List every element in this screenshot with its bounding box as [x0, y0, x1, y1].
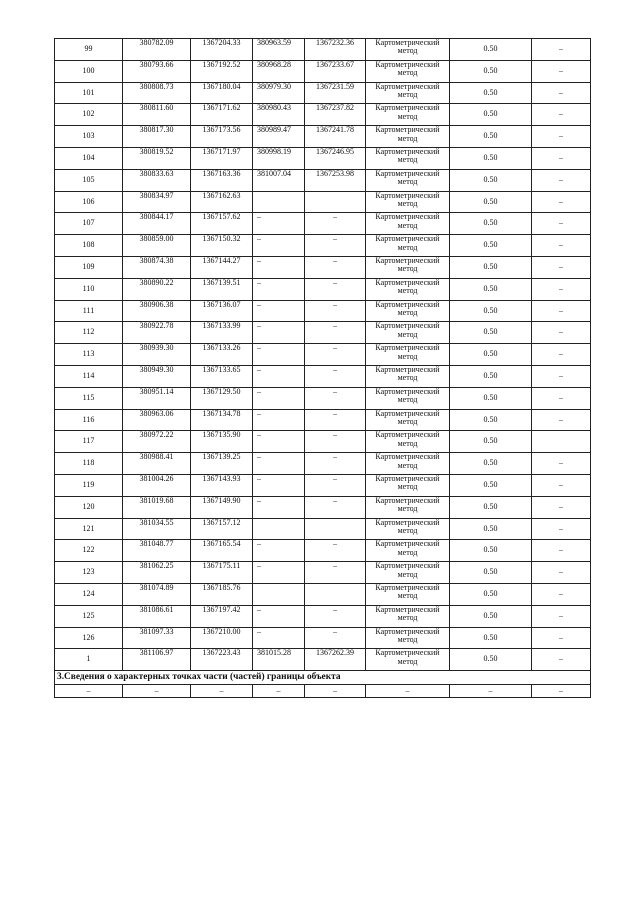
section-3-cell: –: [253, 685, 305, 698]
accuracy-cell: 0.50: [450, 583, 532, 605]
method-cell: Картометрический метод: [366, 191, 450, 213]
table-row: [55, 104, 591, 126]
method-cell: Картометрический метод: [366, 627, 450, 649]
x-existing-cell: 380834.97: [123, 191, 191, 213]
description-cell: –: [532, 256, 591, 278]
y-existing-cell: 1367144.27: [191, 256, 253, 278]
x-existing-cell: 380782.09: [123, 39, 191, 61]
method-cell: Картометрический метод: [366, 278, 450, 300]
x-existing-cell: 380963.06: [123, 409, 191, 431]
description-cell: –: [532, 474, 591, 496]
y-refined-cell: –: [305, 496, 366, 518]
y-existing-cell: 1367180.04: [191, 82, 253, 104]
y-existing-cell: 1367143.93: [191, 474, 253, 496]
table-row: [55, 562, 591, 584]
accuracy-cell: 0.50: [450, 409, 532, 431]
point-number-cell: 113: [55, 344, 123, 366]
point-number-cell: 121: [55, 518, 123, 540]
y-refined-cell: 1367232.36: [305, 39, 366, 61]
y-existing-cell: 1367171.97: [191, 147, 253, 169]
table-row: [55, 126, 591, 148]
table-row: [55, 583, 591, 605]
accuracy-cell: 0.50: [450, 431, 532, 453]
x-refined-cell: [253, 191, 305, 213]
accuracy-cell: 0.50: [450, 169, 532, 191]
y-existing-cell: 1367204.33: [191, 39, 253, 61]
y-refined-cell: –: [305, 344, 366, 366]
description-cell: –: [532, 387, 591, 409]
x-refined-cell: –: [253, 409, 305, 431]
section-3-cell: –: [123, 685, 191, 698]
description-cell: –: [532, 300, 591, 322]
table-row: [55, 235, 591, 257]
x-refined-cell: –: [253, 496, 305, 518]
x-existing-cell: 380949.30: [123, 365, 191, 387]
y-refined-cell: 1367246.95: [305, 147, 366, 169]
x-refined-cell: –: [253, 453, 305, 475]
x-refined-cell: –: [253, 474, 305, 496]
x-refined-cell: –: [253, 365, 305, 387]
table-row: [55, 147, 591, 169]
method-cell: Картометрический метод: [366, 649, 450, 671]
description-cell: –: [532, 562, 591, 584]
x-refined-cell: –: [253, 213, 305, 235]
description-cell: –: [532, 344, 591, 366]
y-refined-cell: –: [305, 453, 366, 475]
table-row: [55, 387, 591, 409]
y-existing-cell: 1367150.32: [191, 235, 253, 257]
y-refined-cell: –: [305, 474, 366, 496]
description-cell: –: [532, 453, 591, 475]
table-row: [55, 365, 591, 387]
table-row: [55, 60, 591, 82]
x-existing-cell: 380859.00: [123, 235, 191, 257]
point-number-cell: 106: [55, 191, 123, 213]
x-existing-cell: 380874.38: [123, 256, 191, 278]
y-refined-cell: –: [305, 605, 366, 627]
description-cell: –: [532, 126, 591, 148]
table-row: [55, 344, 591, 366]
y-refined-cell: –: [305, 300, 366, 322]
table-row: [55, 39, 591, 61]
point-number-cell: 107: [55, 213, 123, 235]
method-cell: Картометрический метод: [366, 409, 450, 431]
method-cell: Картометрический метод: [366, 104, 450, 126]
x-refined-cell: 380963.59: [253, 39, 305, 61]
method-cell: Картометрический метод: [366, 213, 450, 235]
point-number-cell: 118: [55, 453, 123, 475]
y-refined-cell: –: [305, 540, 366, 562]
y-existing-cell: 1367139.51: [191, 278, 253, 300]
y-refined-cell: –: [305, 256, 366, 278]
table-row: [55, 322, 591, 344]
point-number-cell: 123: [55, 562, 123, 584]
method-cell: Картометрический метод: [366, 605, 450, 627]
method-cell: Картометрический метод: [366, 496, 450, 518]
x-existing-cell: 381086.61: [123, 605, 191, 627]
section-3-cell: –: [191, 685, 253, 698]
point-number-cell: 111: [55, 300, 123, 322]
section-3-cell: –: [366, 685, 450, 698]
x-refined-cell: –: [253, 322, 305, 344]
x-existing-cell: 380972.22: [123, 431, 191, 453]
boundary-points-table: [54, 38, 591, 698]
x-refined-cell: [253, 583, 305, 605]
accuracy-cell: 0.50: [450, 344, 532, 366]
method-cell: Картометрический метод: [366, 365, 450, 387]
y-existing-cell: 1367136.07: [191, 300, 253, 322]
x-existing-cell: 380951.14: [123, 387, 191, 409]
point-number-cell: 112: [55, 322, 123, 344]
method-cell: Картометрический метод: [366, 583, 450, 605]
y-refined-cell: –: [305, 387, 366, 409]
accuracy-cell: 0.50: [450, 60, 532, 82]
x-existing-cell: 380819.52: [123, 147, 191, 169]
table-row: [55, 605, 591, 627]
description-cell: –: [532, 322, 591, 344]
method-cell: Картометрический метод: [366, 387, 450, 409]
method-cell: Картометрический метод: [366, 562, 450, 584]
point-number-cell: 101: [55, 82, 123, 104]
method-cell: Картометрический метод: [366, 235, 450, 257]
table-row: [55, 256, 591, 278]
x-refined-cell: –: [253, 431, 305, 453]
y-existing-cell: 1367135.90: [191, 431, 253, 453]
description-cell: –: [532, 605, 591, 627]
x-existing-cell: 381048.77: [123, 540, 191, 562]
point-number-cell: 119: [55, 474, 123, 496]
table-row: [55, 540, 591, 562]
point-number-cell: 115: [55, 387, 123, 409]
accuracy-cell: 0.50: [450, 387, 532, 409]
point-number-cell: 104: [55, 147, 123, 169]
description-cell: –: [532, 39, 591, 61]
method-cell: Картометрический метод: [366, 474, 450, 496]
method-cell: Картометрический метод: [366, 126, 450, 148]
point-number-cell: 116: [55, 409, 123, 431]
y-existing-cell: 1367165.54: [191, 540, 253, 562]
accuracy-cell: 0.50: [450, 213, 532, 235]
method-cell: Картометрический метод: [366, 300, 450, 322]
point-number-cell: 99: [55, 39, 123, 61]
y-refined-cell: 1367253.98: [305, 169, 366, 191]
accuracy-cell: 0.50: [450, 518, 532, 540]
y-refined-cell: –: [305, 627, 366, 649]
x-existing-cell: 381062.25: [123, 562, 191, 584]
y-existing-cell: 1367133.26: [191, 344, 253, 366]
method-cell: Картометрический метод: [366, 431, 450, 453]
x-existing-cell: 380906.38: [123, 300, 191, 322]
y-refined-cell: [305, 583, 366, 605]
x-refined-cell: 380979.30: [253, 82, 305, 104]
y-existing-cell: 1367134.78: [191, 409, 253, 431]
accuracy-cell: 0.50: [450, 649, 532, 671]
y-existing-cell: 1367149.90: [191, 496, 253, 518]
y-existing-cell: 1367192.52: [191, 60, 253, 82]
y-refined-cell: –: [305, 562, 366, 584]
x-existing-cell: 380939.30: [123, 344, 191, 366]
accuracy-cell: 0.50: [450, 365, 532, 387]
accuracy-cell: 0.50: [450, 322, 532, 344]
x-existing-cell: 380890.22: [123, 278, 191, 300]
table-row: [55, 191, 591, 213]
x-existing-cell: 380844.17: [123, 213, 191, 235]
y-refined-cell: –: [305, 235, 366, 257]
x-existing-cell: 380808.73: [123, 82, 191, 104]
y-existing-cell: 1367157.62: [191, 213, 253, 235]
table-row: [55, 409, 591, 431]
point-number-cell: 117: [55, 431, 123, 453]
x-refined-cell: –: [253, 387, 305, 409]
y-existing-cell: 1367185.76: [191, 583, 253, 605]
point-number-cell: 126: [55, 627, 123, 649]
method-cell: Картометрический метод: [366, 453, 450, 475]
y-refined-cell: –: [305, 431, 366, 453]
table-row: [55, 474, 591, 496]
accuracy-cell: 0.50: [450, 82, 532, 104]
table-row: [55, 82, 591, 104]
y-existing-cell: 1367133.99: [191, 322, 253, 344]
y-existing-cell: 1367171.62: [191, 104, 253, 126]
y-existing-cell: 1367139.25: [191, 453, 253, 475]
description-cell: –: [532, 278, 591, 300]
x-refined-cell: –: [253, 627, 305, 649]
y-existing-cell: 1367175.11: [191, 562, 253, 584]
accuracy-cell: 0.50: [450, 562, 532, 584]
x-refined-cell: –: [253, 562, 305, 584]
section-3-cell: –: [305, 685, 366, 698]
point-number-cell: 120: [55, 496, 123, 518]
point-number-cell: 105: [55, 169, 123, 191]
y-existing-cell: 1367129.50: [191, 387, 253, 409]
x-refined-cell: 381015.28: [253, 649, 305, 671]
point-number-cell: 125: [55, 605, 123, 627]
method-cell: Картометрический метод: [366, 60, 450, 82]
description-cell: –: [532, 147, 591, 169]
description-cell: –: [532, 169, 591, 191]
x-existing-cell: 381097.33: [123, 627, 191, 649]
y-refined-cell: –: [305, 409, 366, 431]
x-existing-cell: 380793.66: [123, 60, 191, 82]
y-existing-cell: 1367157.12: [191, 518, 253, 540]
accuracy-cell: 0.50: [450, 147, 532, 169]
accuracy-cell: 0.50: [450, 235, 532, 257]
description-cell: –: [532, 60, 591, 82]
y-existing-cell: 1367197.42: [191, 605, 253, 627]
description-cell: –: [532, 496, 591, 518]
x-refined-cell: 380968.28: [253, 60, 305, 82]
x-refined-cell: 380998.19: [253, 147, 305, 169]
y-refined-cell: [305, 191, 366, 213]
accuracy-cell: 0.50: [450, 540, 532, 562]
y-existing-cell: 1367162.63: [191, 191, 253, 213]
point-number-cell: 100: [55, 60, 123, 82]
accuracy-cell: 0.50: [450, 453, 532, 475]
table-row: [55, 213, 591, 235]
x-existing-cell: 381034.55: [123, 518, 191, 540]
table-row: [55, 453, 591, 475]
section-3-empty-row: [55, 685, 591, 698]
accuracy-cell: 0.50: [450, 126, 532, 148]
table-row: [55, 518, 591, 540]
method-cell: Картометрический метод: [366, 82, 450, 104]
description-cell: –: [532, 649, 591, 671]
section-3-heading-row: [55, 671, 591, 685]
accuracy-cell: 0.50: [450, 256, 532, 278]
y-refined-cell: [305, 518, 366, 540]
x-refined-cell: 380980.43: [253, 104, 305, 126]
x-existing-cell: 381106.97: [123, 649, 191, 671]
section-3-cell: –: [532, 685, 591, 698]
x-existing-cell: 381074.89: [123, 583, 191, 605]
x-refined-cell: –: [253, 540, 305, 562]
x-refined-cell: –: [253, 300, 305, 322]
description-cell: –: [532, 540, 591, 562]
table-row: [55, 431, 591, 453]
document-page: [54, 38, 590, 698]
x-existing-cell: 380817.30: [123, 126, 191, 148]
x-existing-cell: 380833.63: [123, 169, 191, 191]
table-row: [55, 278, 591, 300]
x-refined-cell: [253, 518, 305, 540]
point-number-cell: 103: [55, 126, 123, 148]
accuracy-cell: 0.50: [450, 605, 532, 627]
y-refined-cell: 1367262.39: [305, 649, 366, 671]
description-cell: –: [532, 235, 591, 257]
x-refined-cell: –: [253, 235, 305, 257]
description-cell: [532, 431, 591, 453]
accuracy-cell: 0.50: [450, 104, 532, 126]
table-body: [55, 39, 591, 671]
x-refined-cell: –: [253, 605, 305, 627]
point-number-cell: 102: [55, 104, 123, 126]
method-cell: Картометрический метод: [366, 147, 450, 169]
y-existing-cell: 1367173.56: [191, 126, 253, 148]
y-refined-cell: 1367237.82: [305, 104, 366, 126]
table-row: [55, 169, 591, 191]
accuracy-cell: 0.50: [450, 278, 532, 300]
y-refined-cell: 1367231.59: [305, 82, 366, 104]
table-row: [55, 649, 591, 671]
description-cell: –: [532, 213, 591, 235]
point-number-cell: 124: [55, 583, 123, 605]
x-existing-cell: 380922.78: [123, 322, 191, 344]
accuracy-cell: 0.50: [450, 627, 532, 649]
y-refined-cell: 1367233.67: [305, 60, 366, 82]
description-cell: –: [532, 518, 591, 540]
point-number-cell: 108: [55, 235, 123, 257]
y-refined-cell: –: [305, 278, 366, 300]
method-cell: Картометрический метод: [366, 344, 450, 366]
y-refined-cell: 1367241.78: [305, 126, 366, 148]
method-cell: Картометрический метод: [366, 518, 450, 540]
method-cell: Картометрический метод: [366, 322, 450, 344]
y-existing-cell: 1367163.36: [191, 169, 253, 191]
section-3-cell: –: [450, 685, 532, 698]
y-refined-cell: –: [305, 213, 366, 235]
description-cell: –: [532, 191, 591, 213]
point-number-cell: 1: [55, 649, 123, 671]
description-cell: –: [532, 583, 591, 605]
accuracy-cell: 0.50: [450, 300, 532, 322]
table-row: [55, 496, 591, 518]
x-existing-cell: 381004.26: [123, 474, 191, 496]
point-number-cell: 122: [55, 540, 123, 562]
description-cell: –: [532, 365, 591, 387]
method-cell: Картометрический метод: [366, 169, 450, 191]
description-cell: –: [532, 104, 591, 126]
table-row: [55, 627, 591, 649]
description-cell: –: [532, 82, 591, 104]
description-cell: –: [532, 627, 591, 649]
point-number-cell: 110: [55, 278, 123, 300]
y-refined-cell: –: [305, 322, 366, 344]
point-number-cell: 109: [55, 256, 123, 278]
y-existing-cell: 1367133.65: [191, 365, 253, 387]
accuracy-cell: 0.50: [450, 191, 532, 213]
x-existing-cell: 381019.68: [123, 496, 191, 518]
y-refined-cell: –: [305, 365, 366, 387]
accuracy-cell: 0.50: [450, 39, 532, 61]
accuracy-cell: 0.50: [450, 474, 532, 496]
method-cell: Картометрический метод: [366, 540, 450, 562]
x-existing-cell: 380811.60: [123, 104, 191, 126]
section-3-title: 3.Сведения о характерных точках части (частей) границы объекта: [55, 671, 591, 685]
section-3-cell: –: [55, 685, 123, 698]
table-row: [55, 300, 591, 322]
accuracy-cell: 0.50: [450, 496, 532, 518]
x-existing-cell: 380988.41: [123, 453, 191, 475]
x-refined-cell: –: [253, 344, 305, 366]
x-refined-cell: 381007.04: [253, 169, 305, 191]
method-cell: Картометрический метод: [366, 256, 450, 278]
point-number-cell: 114: [55, 365, 123, 387]
x-refined-cell: –: [253, 256, 305, 278]
method-cell: Картометрический метод: [366, 39, 450, 61]
y-existing-cell: 1367223.43: [191, 649, 253, 671]
x-refined-cell: –: [253, 278, 305, 300]
y-existing-cell: 1367210.00: [191, 627, 253, 649]
x-refined-cell: 380989.47: [253, 126, 305, 148]
description-cell: –: [532, 409, 591, 431]
